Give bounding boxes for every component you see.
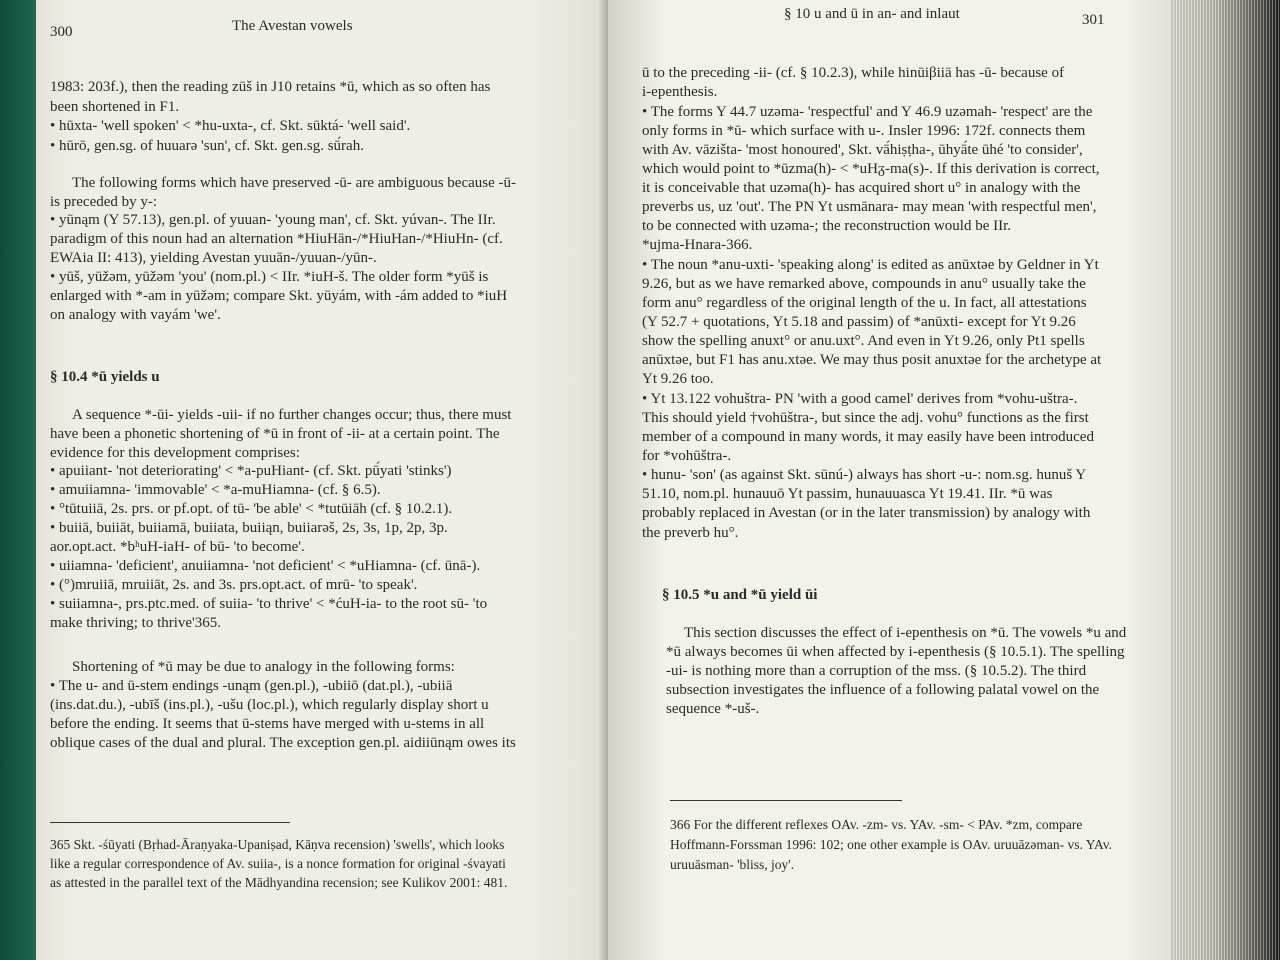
running-head-right: § 10 u and ū in an- and inlaut [784,6,960,22]
text-line: *ū always becomes ūi when affected by i-epenthesis (§ 10.5.1). The spelling [666,644,1125,660]
text-line: 51.10, nom.pl. hunauuō Yt passim, hunauuasca Yt 19.41. IIr. *ū was [642,486,1053,502]
text-line: This section discusses the effect of i-epenthesis on *ū. The vowels *u and [684,625,1127,641]
text-line: A sequence *-ūi- yields -uii- if no further changes occur; thus, there must [72,407,512,423]
left-page [36,0,616,960]
text-line: show the spelling anuxt° or anu.uxt°. And even in Yt 9.26, only Pt1 spells [642,333,1085,349]
text-line: sequence *-uš-. [666,701,760,717]
text-line: This should yield †vohūštra-, but since the adj. vohu° functions as the first [642,410,1089,426]
text-line: Yt 9.26 too. [642,371,714,387]
text-line: before the ending. It seems that ū-stems have merged with u-stems in all [50,716,485,732]
text-line: have been a phonetic shortening of *ū in front of -ii- at a certain point. The [50,426,500,442]
text-line: • hūrō, gen.sg. of huuarə 'sun', cf. Skt. gen.sg. sū́rah. [50,138,364,154]
text-line: the preverb hu°. [642,525,739,541]
text-line: paradigm of this noun had an alternation *HiuHān-/*HiuHan-/*HiuHn- (cf. [50,231,503,247]
text-line: been shortened in F1. [50,99,180,115]
text-line: -ui- is nothing more than a corruption of the mss. (§ 10.5.2). The third [666,663,1087,679]
text-line: *ujma-Hnara-366. [642,237,753,253]
text-line: to be connected with uzəma-; the reconstruction would be IIr. [642,218,1012,234]
text-line: for *vohūštra-. [642,448,732,464]
text-line: it is conceivable that uzəma(h)- has acquired short u° in analogy with the [642,180,1081,196]
text-line: • apuiiant- 'not deteriorating' < *a-puHiant- (cf. Skt. pū́yati 'stinks') [50,463,452,479]
text-line: with Av. vāzišta- 'most honoured', Skt. vā́hiṣṭha-, ūhyā́te ūhé 'to consider', [642,142,1083,158]
footnote-line: 365 Skt. -śūyati (Bṛhad-Āraṇyaka-Upaniṣad, Kāṇva recension) 'swells', which looks [50,837,505,852]
text-line: (ins.dat.du.), -ubīš (ins.pl.), -ušu (loc.pl.), which regularly display short u [50,697,489,713]
footnote-rule [50,822,290,823]
text-line: • suiiamna-, prs.ptc.med. of suiia- 'to thrive' < *ćuH-ia- to the root sū- 'to [50,596,488,612]
text-line: • buiiā, buiiāt, buiiamā, buiiata, buiiąn, buiiarəš, 2s, 3s, 1p, 2p, 3p. [50,520,448,536]
text-line: • °tūtuiiā, 2s. prs. or pf.opt. of tū- 'be able' < *tutūiāh (cf. § 10.2.1). [50,501,453,517]
text-line: 1983: 203f.), then the reading zūš in J10 retains *ū, which as so often has [50,79,491,95]
text-line: form anu° regardless of the original length of the u. In fact, all attestations [642,295,1087,311]
text-line: aor.opt.act. *bʰuH-iaH- of bū- 'to become'. [50,539,305,555]
text-line: • hūxta- 'well spoken' < *hu-uxta-, cf. Skt. sūktá- 'well said'. [50,118,411,134]
section-heading: § 10.4 *ū yields u [50,369,160,385]
text-line: • amuiiamna- 'immovable' < *a-muHiamna- (cf. § 6.5). [50,482,381,498]
footnote-line: uruuāsman- 'bliss, joy'. [670,857,795,872]
text-line: subsection investigates the influence of a following palatal vowel on the [666,682,1100,698]
text-line: only forms in *ū- which surface with u-. Insler 1996: 172f. connects them [642,123,1086,139]
text-line: on analogy with vayám 'we'. [50,307,221,323]
text-line: probably replaced in Avestan (or in the later transmission) by analogy with [642,505,1091,521]
footnote-rule [670,800,902,801]
text-line: oblique cases of the dual and plural. The exception gen.pl. aidiiūnąm owes its [50,735,516,751]
text-line: enlarged with *-am in yūžəm; compare Skt. yūyám, with -ám added to *iuH [50,288,508,304]
text-line: Shortening of *ū may be due to analogy in the following forms: [72,659,455,675]
footnote-line: Hoffmann-Forssman 1996: 102; one other example is OAv. uruuāzəman- vs. YAv. [670,837,1113,852]
text-line: • yūš, yūžəm, yūžəm 'you' (nom.pl.) < IIr. *iuH-š. The older form *yūš is [50,269,489,285]
text-line: • The u- and ū-stem endings -unąm (gen.pl.), -ubiiō (dat.pl.), -ubiiā [50,678,453,694]
text-line: • hunu- 'son' (as against Skt. sūnú-) always has short -u-: nom.sg. hunuš Y [642,467,1087,483]
footnote-line: as attested in the parallel text of the Mādhyandina recension; see Kulikov 2001: 481. [50,875,508,890]
text-line: preverbs us, uz 'out'. The PN Yt usmānara- may mean 'with respectful men', [642,199,1097,215]
text-line: anūxtəe, but F1 has anu.xtəe. We may thus posit anuxtəe for the archetype at [642,352,1102,368]
page-number-right: 301 [1082,12,1105,28]
text-line: • uiiamna- 'deficient', anuiiamna- 'not deficient' < *uHiamna- (cf. ūnā-). [50,558,481,574]
text-line: • (°)mruiiā, mruiiāt, 2s. and 3s. prs.opt.act. of mrū- 'to speak'. [50,577,418,593]
running-head-left: The Avestan vowels [232,18,353,34]
text-line: • yūnąm (Y 57.13), gen.pl. of yuuan- 'young man', cf. Skt. yúvan-. The IIr. [50,212,496,228]
right-page [608,0,1170,960]
text-line: evidence for this development comprises: [50,445,300,461]
section-heading: § 10.5 *u and *ū yield ūi [662,587,818,603]
text-line: • The noun *anu-uxti- 'speaking along' is edited as anūxtəe by Geldner in Yt [642,257,1099,273]
text-line: which would point to *ūzma(h)- < *uHᵹ-ma(s)-. If this derivation is correct, [642,161,1100,177]
footnote-line: 366 For the different reflexes OAv. -zm- vs. YAv. -sm- < PAv. *zm, compare [670,817,1083,832]
text-line: make thriving; to thrive'365. [50,615,222,631]
text-line: 9.26, but as we have remarked above, compounds in anu° usually take the [642,276,1086,292]
text-line: The following forms which have preserved -ū- are ambiguous because -ū- [72,175,517,191]
text-line: • The forms Y 44.7 uzəma- 'respectful' and Y 46.9 uzəmah- 'respect' are the [642,104,1093,120]
footnote-line: like a regular correspondence of Av. suiia-, is a nonce formation for original -śvayati [50,856,506,871]
text-line: ū to the preceding -ii- (cf. § 10.2.3), while hinūiβiiā has -ū- because of [642,65,1065,81]
text-line: • Yt 13.122 vohuštra- PN 'with a good camel' derives from *vohu-uštra-. [642,391,1078,407]
page-number-left: 300 [50,24,73,40]
text-line: i-epenthesis. [642,84,718,100]
text-line: EWAia II: 413), yielding Avestan yuuān-/yuuan-/yūn-. [50,250,377,266]
page-edges-right [1170,0,1280,960]
text-line: member of a compound in many words, it may easily have been introduced [642,429,1094,445]
text-line: is preceded by y-: [50,194,158,210]
text-line: (Y 52.7 + quotations, Yt 5.18 and passim) of *anūxti- except for Yt 9.26 [642,314,1076,330]
